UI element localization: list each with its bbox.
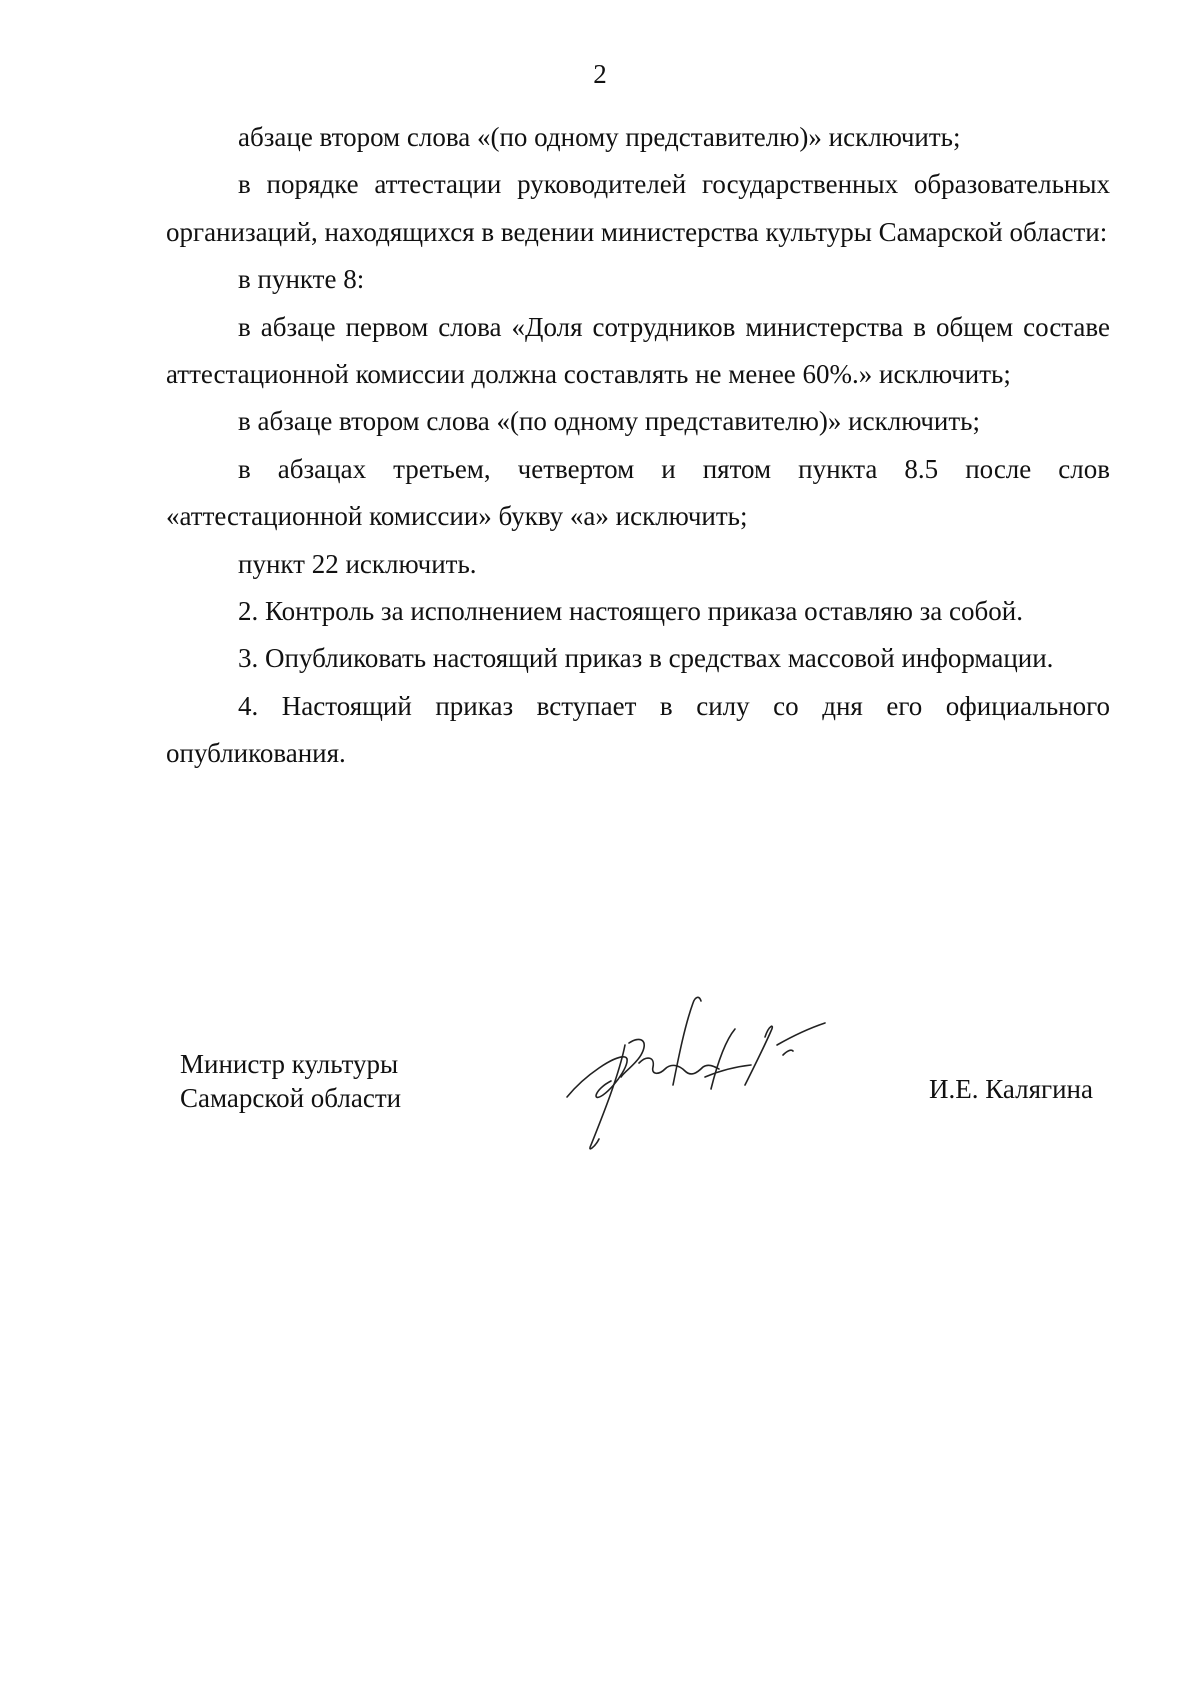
handwritten-signature (555, 985, 855, 1155)
signer-position-line: Министр культуры (180, 1049, 399, 1079)
document-body (166, 114, 1110, 778)
paragraph: в порядке аттестации руководителей государственных образовательных организаций, находящихся в ведении министерства культуры Самарской области: (166, 169, 1110, 247)
paragraph: пункт 22 исключить. (238, 548, 477, 579)
paragraph: в абзаце первом слова «Доля сотрудников министерства в общем составе аттестационной комиссии должна составлять не менее 60%.» исключить; (166, 311, 1110, 390)
paragraph: 2. Контроль за исполнением настоящего приказа оставляю за собой. (238, 596, 1023, 627)
page-number: 2 (593, 59, 607, 89)
signer-name: И.Е. Калягина (929, 1074, 1093, 1104)
signer-position-line: Самарской области (180, 1083, 402, 1113)
paragraph: абзаце втором слова «(по одному представителю)» исключить; (238, 122, 961, 152)
paragraph: в абзацах третьем, четвертом и пятом пункта 8.5 после слов «аттестационной комиссии» букву «а» исключить; (166, 453, 1110, 532)
paragraph: в абзаце втором слова «(по одному представителю)» исключить; (238, 406, 980, 437)
paragraph: в пункте 8: (238, 264, 365, 295)
paragraph: 3. Опубликовать настоящий приказ в средствах массовой информации. (238, 643, 1054, 674)
paragraph: 4. Настоящий приказ вступает в силу со дня его официального опубликования. (166, 690, 1110, 769)
signer-position (180, 1047, 401, 1115)
